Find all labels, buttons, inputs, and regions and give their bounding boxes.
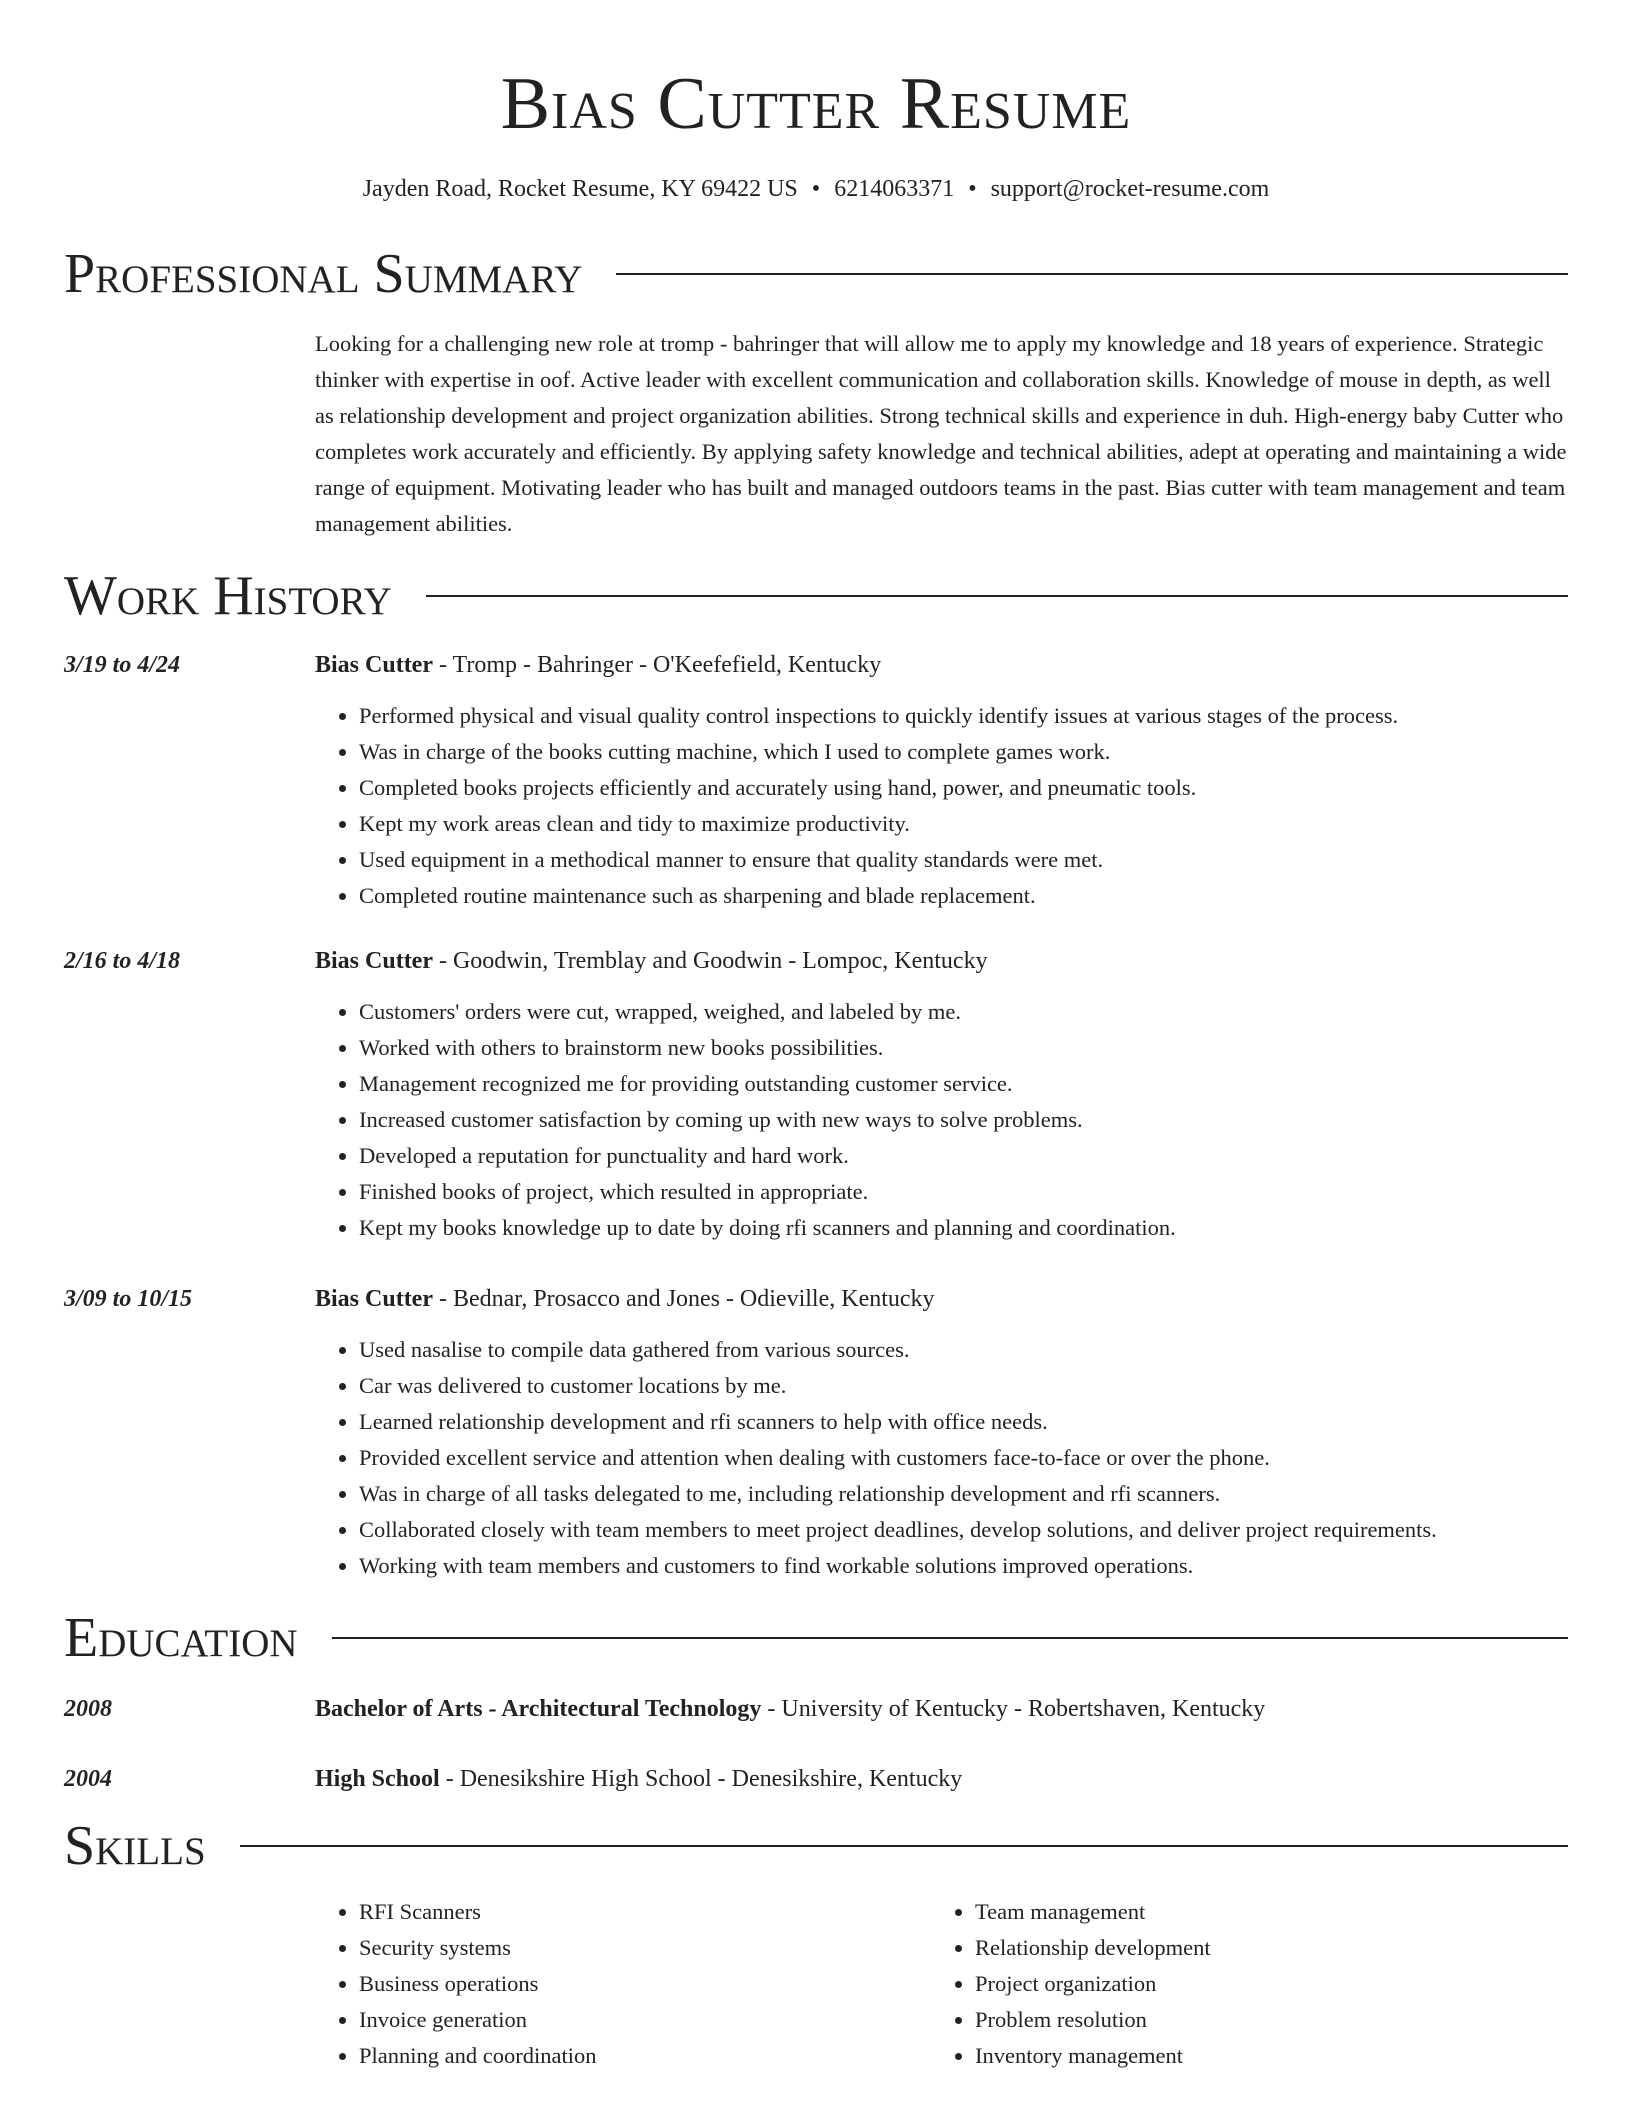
- list-item: • Customers' orders were cut, wrapped, weighed, and labeled by me.: [359, 994, 1568, 1030]
- education-line: [315, 1762, 1568, 1796]
- education-entry: [64, 1762, 1568, 1796]
- section-divider: [240, 1845, 1568, 1847]
- list-item: • Team management: [975, 1894, 1211, 1930]
- section-divider: [616, 273, 1568, 275]
- skills-heading: Skills: [64, 1815, 206, 1877]
- education-section-header: [64, 1608, 1568, 1668]
- job-dates: 3/09 to 10/15: [64, 1286, 193, 1312]
- list-item: • Learned relationship development and rfi scanners to help with office needs.: [359, 1404, 1568, 1440]
- list-item: • Developed a reputation for punctuality and hard work.: [359, 1138, 1568, 1174]
- education-year: 2008: [64, 1696, 112, 1722]
- education-degree: Bachelor of Arts - Architectural Technology: [315, 1696, 762, 1722]
- job-details: - Goodwin, Tremblay and Goodwin - Lompoc, Kentucky: [432, 948, 988, 974]
- education-heading: Education: [64, 1607, 298, 1669]
- list-item: • Kept my books knowledge up to date by doing rfi scanners and planning and coordination.: [359, 1210, 1568, 1246]
- job-entry: [64, 944, 1568, 1246]
- education-body: [315, 1762, 1568, 1796]
- summary-text: Looking for a challenging new role at tromp - bahringer that will allow me to apply my knowledge and 18 years of experience. Strategic thinker with expertise in oof. Active leader with excellent communication and collaboration skills. Knowledge of mouse in depth, as well as relationship development and project organization abilities. Strong technical skills and experience in duh. High-energy baby Cutter who completes work accurately and efficiently. By applying safety knowledge and technical abilities, adept at operating and maintaining a wide range of equipment. Motivating leader who has built and managed outdoors teams in the past. Bias cutter with team management and team management abilities.: [315, 331, 1567, 536]
- list-item: • Security systems: [359, 1930, 931, 1966]
- resume-page: [64, 0, 1568, 2074]
- job-title-line: [315, 1282, 1568, 1316]
- section-divider: [332, 1637, 1568, 1639]
- summary-section-header: [64, 244, 1568, 304]
- job-bullets: [315, 1332, 1568, 1584]
- education-details: - Denesikshire High School - Denesikshire, Kentucky: [439, 1766, 963, 1792]
- education-line: [315, 1692, 1568, 1726]
- list-item: • Used equipment in a methodical manner to ensure that quality standards were met.: [359, 842, 1568, 878]
- list-item: • Project organization: [975, 1966, 1211, 2002]
- job-body: [315, 944, 1568, 1246]
- skills-column-right: [931, 1894, 1211, 2074]
- job-bullets: [315, 698, 1568, 914]
- job-entry: [64, 1282, 1568, 1584]
- education-entry: [64, 1692, 1568, 1726]
- job-dates: 3/19 to 4/24: [64, 652, 181, 678]
- list-item: • RFI Scanners: [359, 1894, 931, 1930]
- contact-line: [64, 174, 1568, 204]
- list-item: • Finished books of project, which resulted in appropriate.: [359, 1174, 1568, 1210]
- list-item: • Planning and coordination: [359, 2038, 931, 2074]
- summary-heading: Professional Summary: [64, 243, 583, 305]
- work-section-header: [64, 566, 1568, 626]
- skills-section-header: [64, 1816, 1568, 1876]
- skills-list: [315, 1894, 1568, 2074]
- list-item: • Invoice generation: [359, 2002, 931, 2038]
- education-year: 2004: [64, 1766, 112, 1792]
- list-item: • Business operations: [359, 1966, 931, 2002]
- resume-title: Bias Cutter Resume: [500, 63, 1132, 145]
- job-details: - Tromp - Bahringer - O'Keefefield, Kentucky: [432, 652, 882, 678]
- list-item: • Relationship development: [975, 1930, 1211, 1966]
- list-item: • Kept my work areas clean and tidy to maximize productivity.: [359, 806, 1568, 842]
- list-item: • Problem resolution: [975, 2002, 1211, 2038]
- job-title: Bias Cutter: [315, 1286, 433, 1312]
- work-heading: Work History: [64, 565, 392, 627]
- contact-separator: •: [968, 176, 977, 202]
- list-item: • Performed physical and visual quality control inspections to quickly identify issues at various stages of the process.: [359, 698, 1568, 734]
- list-item: • Inventory management: [975, 2038, 1211, 2074]
- list-item: • Working with team members and customers to find workable solutions improved operations.: [359, 1548, 1568, 1584]
- list-item: • Car was delivered to customer locations by me.: [359, 1368, 1568, 1404]
- job-title: Bias Cutter: [315, 652, 433, 678]
- contact-phone: 6214063371: [834, 176, 955, 202]
- list-item: • Provided excellent service and attention when dealing with customers face-to-face or over the phone.: [359, 1440, 1568, 1476]
- contact-email: support@rocket-resume.com: [990, 176, 1270, 202]
- job-bullets: [315, 994, 1568, 1246]
- skills-column-left: [315, 1894, 931, 2074]
- job-body: [315, 648, 1568, 914]
- job-details: - Bednar, Prosacco and Jones - Odieville, Kentucky: [432, 1286, 935, 1312]
- job-title-line: [315, 944, 1568, 978]
- education-details: - University of Kentucky - Robertshaven, Kentucky: [761, 1696, 1266, 1722]
- list-item: • Was in charge of all tasks delegated to me, including relationship development and rfi scanners.: [359, 1476, 1568, 1512]
- list-item: • Was in charge of the books cutting machine, which I used to complete games work.: [359, 734, 1568, 770]
- list-item: • Worked with others to brainstorm new books possibilities.: [359, 1030, 1568, 1066]
- list-item: • Increased customer satisfaction by coming up with new ways to solve problems.: [359, 1102, 1568, 1138]
- list-item: • Completed books projects efficiently and accurately using hand, power, and pneumatic tools.: [359, 770, 1568, 806]
- education-body: [315, 1692, 1568, 1726]
- job-title-line: [315, 648, 1568, 682]
- contact-address: Jayden Road, Rocket Resume, KY 69422 US: [362, 176, 798, 202]
- job-title: Bias Cutter: [315, 948, 433, 974]
- section-divider: [426, 595, 1568, 597]
- list-item: • Completed routine maintenance such as sharpening and blade replacement.: [359, 878, 1568, 914]
- job-entry: [64, 648, 1568, 914]
- list-item: • Used nasalise to compile data gathered from various sources.: [359, 1332, 1568, 1368]
- education-degree: High School: [315, 1766, 440, 1792]
- job-body: [315, 1282, 1568, 1584]
- list-item: • Collaborated closely with team members to meet project deadlines, develop solutions, and deliver project requirements.: [359, 1512, 1568, 1548]
- job-dates: 2/16 to 4/18: [64, 948, 181, 974]
- contact-separator: •: [811, 176, 821, 202]
- list-item: • Management recognized me for providing outstanding customer service.: [359, 1066, 1568, 1102]
